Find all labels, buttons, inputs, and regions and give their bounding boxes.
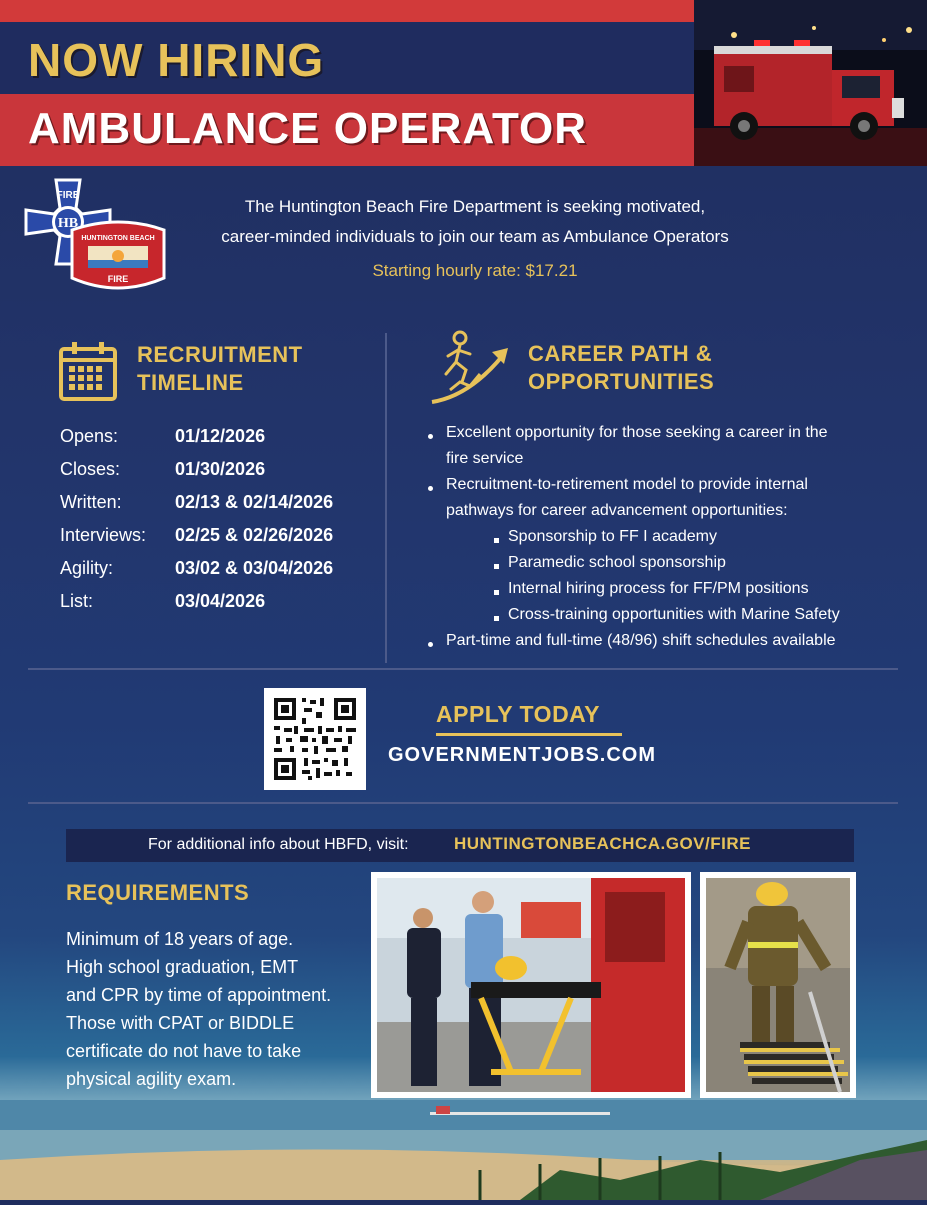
career-heading-line2: OPPORTUNITIES bbox=[528, 369, 715, 394]
requirement-line: Minimum of 18 years of age. bbox=[66, 929, 294, 949]
medics-photo bbox=[371, 872, 691, 1098]
timeline-value-agility: 03/02 & 03/04/2026 bbox=[175, 558, 334, 578]
bullet-dot bbox=[428, 642, 433, 647]
timeline-label-closes: Closes: bbox=[60, 459, 121, 479]
now-hiring-heading: NOW HIRING bbox=[28, 34, 325, 86]
career-bullet-3: Part-time and full-time (48/96) shift schedules available bbox=[446, 632, 836, 649]
timeline-value-written: 02/13 & 02/14/2026 bbox=[175, 492, 334, 512]
apply-underline bbox=[436, 733, 622, 736]
timeline-heading bbox=[137, 341, 357, 397]
sub-bullet-square bbox=[494, 538, 499, 543]
timeline-value-opens: 01/12/2026 bbox=[175, 426, 266, 446]
career-bullet-2-line2: pathways for career advancement opportunities: bbox=[446, 502, 788, 519]
timeline-value-interviews: 02/25 & 02/26/2026 bbox=[175, 525, 334, 545]
logo-patch-top: HUNTINGTON BEACH bbox=[81, 235, 155, 242]
career-bullet-2 bbox=[446, 472, 808, 524]
timeline-heading-line2: TIMELINE bbox=[137, 370, 244, 395]
sub-bullet-square bbox=[494, 616, 499, 621]
logo-monogram: HB bbox=[57, 216, 79, 231]
requirement-line: Those with CPAT or BIDDLE bbox=[66, 1013, 295, 1033]
bullet-dot bbox=[428, 434, 433, 439]
timeline-label-interviews: Interviews: bbox=[60, 525, 147, 545]
qr-code[interactable] bbox=[264, 688, 366, 790]
position-title: AMBULANCE OPERATOR bbox=[28, 104, 588, 153]
coastline-image bbox=[0, 1100, 927, 1200]
career-bullet-1-line2: fire service bbox=[446, 450, 524, 467]
requirement-line: physical agility exam. bbox=[66, 1069, 237, 1089]
sub-bullet-square bbox=[494, 590, 499, 595]
intro-text-line1: The Huntington Beach Fire Department is seeking motivated, bbox=[244, 197, 706, 216]
career-bullet-2-line1: Recruitment-to-retirement model to provide internal bbox=[446, 476, 808, 493]
section-divider bbox=[28, 668, 898, 670]
info-website-link[interactable]: HUNTINGTONBEACHCA.GOV/FIRE bbox=[454, 834, 751, 853]
career-heading bbox=[528, 340, 788, 396]
ambulance-photo bbox=[694, 0, 927, 166]
career-sub-bullet-3: Internal hiring process for FF/PM positions bbox=[508, 580, 809, 597]
timeline-value-closes: 01/30/2026 bbox=[175, 459, 266, 479]
sub-bullet-square bbox=[494, 564, 499, 569]
requirement-line: and CPR by time of appointment. bbox=[66, 985, 332, 1005]
section-divider bbox=[28, 802, 898, 804]
timeline-label-list: List: bbox=[60, 591, 94, 611]
logo-patch-bottom: FIRE bbox=[107, 274, 129, 284]
logo-badge-text: FIRE bbox=[56, 190, 80, 201]
career-sub-bullet-4: Cross-training opportunities with Marine Safety bbox=[508, 606, 840, 623]
career-bullet-1-line1: Excellent opportunity for those seeking a career in the bbox=[446, 424, 828, 441]
career-sub-bullet-2: Paramedic school sponsorship bbox=[508, 554, 726, 571]
requirements-text bbox=[66, 925, 366, 1093]
career-sub-bullet-1: Sponsorship to FF I academy bbox=[508, 528, 717, 545]
column-divider bbox=[385, 333, 387, 663]
intro-text-line2: career-minded individuals to join our team as Ambulance Operators bbox=[221, 227, 729, 246]
timeline-label-agility: Agility: bbox=[60, 558, 114, 578]
starting-rate: Starting hourly rate: $17.21 bbox=[372, 261, 578, 280]
calendar-icon bbox=[58, 340, 118, 402]
career-bullet-1 bbox=[446, 420, 828, 472]
apply-today-heading: APPLY TODAY bbox=[436, 701, 601, 727]
timeline-label-written: Written: bbox=[60, 492, 122, 512]
firefighter-photo bbox=[700, 872, 856, 1098]
requirements-heading: REQUIREMENTS bbox=[66, 880, 250, 905]
timeline-heading-line1: RECRUITMENT bbox=[137, 342, 303, 367]
requirement-line: High school graduation, EMT bbox=[66, 957, 299, 977]
career-climb-icon bbox=[430, 330, 512, 408]
timeline-value-list: 03/04/2026 bbox=[175, 591, 266, 611]
apply-link[interactable]: GOVERNMENTJOBS.COM bbox=[388, 744, 657, 766]
info-text: For additional info about HBFD, visit: bbox=[148, 836, 409, 853]
hbfd-logo bbox=[20, 176, 168, 298]
bullet-dot bbox=[428, 486, 433, 491]
requirement-line: certificate do not have to take bbox=[66, 1041, 302, 1061]
header-top-strip bbox=[0, 0, 694, 22]
timeline-label-opens: Opens: bbox=[60, 426, 119, 446]
career-heading-line1: CAREER PATH & bbox=[528, 341, 713, 366]
